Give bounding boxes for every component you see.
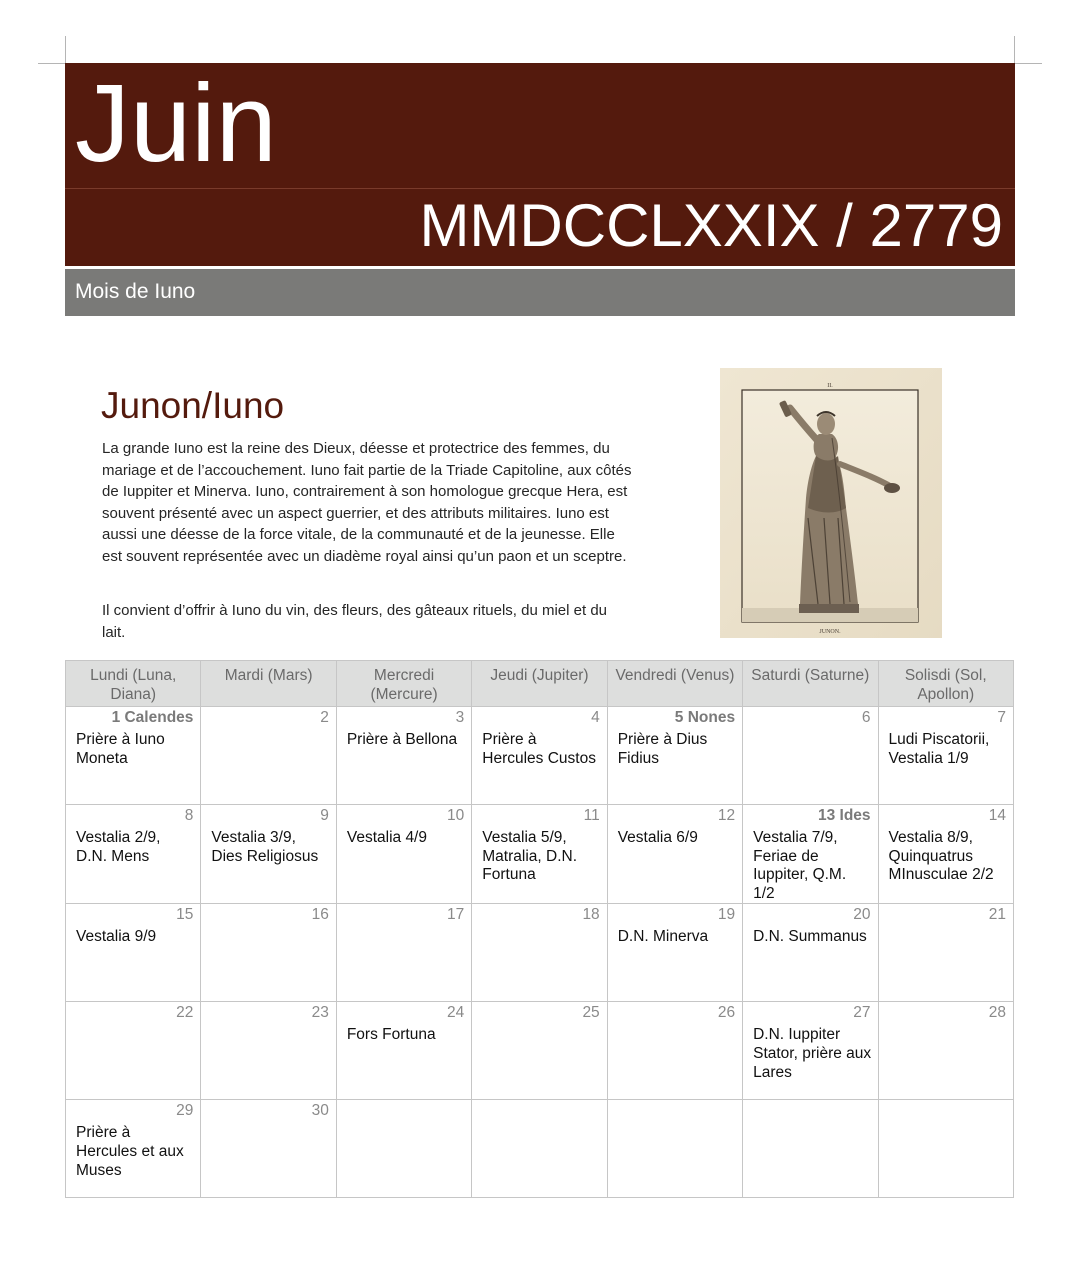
calendar-body: [66, 707, 1014, 1198]
day-event: Ludi Piscatorii, Vestalia 1/9: [888, 731, 990, 767]
day-number: 26: [717, 1004, 736, 1022]
day-event: [743, 1101, 877, 1105]
calendar-day-cell: [607, 1002, 742, 1100]
calendar-day-cell: [607, 904, 742, 1002]
day-event: [337, 924, 471, 928]
calendar-week-row: [66, 805, 1014, 904]
juno-statue-illustration: [720, 368, 942, 638]
day-event: D.N. Summanus: [753, 928, 867, 946]
day-event: [608, 1101, 742, 1105]
year-title: MMDCCLXXIX / 2779: [419, 192, 1003, 259]
day-number: 14: [988, 807, 1006, 824]
day-event: Vestalia 8/9, Quinquatrus MInusculae 2/2: [888, 829, 994, 884]
calendar-day-cell: [743, 805, 878, 904]
day-number: 8: [184, 807, 194, 824]
day-number: 30: [311, 1102, 329, 1120]
month-calendar: [65, 660, 1014, 1198]
day-number: 13 Ides: [817, 807, 871, 824]
calendar-day-cell: [472, 707, 607, 805]
crop-mark: [1014, 36, 1015, 64]
day-event: [879, 1022, 1013, 1026]
day-number: 3: [455, 709, 465, 726]
calendar-day-cell: [743, 1002, 878, 1100]
crop-mark: [38, 63, 65, 64]
weekday-header: Jeudi (Jupiter): [472, 661, 607, 707]
plate-number: II.: [827, 383, 833, 389]
day-number: 5 Nones: [674, 709, 736, 726]
juno-engraving-image: [720, 368, 942, 638]
day-number: 9: [320, 807, 329, 824]
header-divider: [65, 188, 1015, 189]
day-event: [472, 924, 606, 928]
calendar-day-cell: [878, 805, 1013, 904]
calendar-day-cell: [472, 1100, 607, 1198]
day-number: 15: [176, 906, 194, 924]
calendar-day-cell: [607, 805, 742, 904]
calendar-day-cell: [336, 1100, 471, 1198]
calendar-week-row: [66, 1100, 1014, 1198]
weekday-header: Lundi (Luna, Diana): [66, 661, 201, 707]
day-number: 24: [447, 1004, 465, 1022]
day-event: Prière à Iuno Moneta: [76, 731, 165, 767]
day-number: 27: [853, 1004, 871, 1022]
calendar-day-cell: [607, 707, 742, 805]
deity-title: Junon/Iuno: [101, 385, 285, 426]
month-title: Juin: [75, 62, 277, 185]
calendar-day-cell: [66, 904, 201, 1002]
calendar-day-cell: [878, 707, 1013, 805]
weekday-header: Vendredi (Venus): [607, 661, 742, 707]
day-event: Vestalia 9/9: [76, 928, 157, 946]
day-event: D.N. Iuppiter Stator, prière aux Lares: [753, 1026, 872, 1081]
calendar-day-cell: [472, 805, 607, 904]
calendar-day-cell: [336, 805, 471, 904]
day-number: 6: [861, 709, 871, 726]
calendar-day-cell: [743, 707, 878, 805]
day-event: [879, 1101, 1013, 1105]
calendar-day-cell: [66, 707, 201, 805]
calendar-week-row: [66, 904, 1014, 1002]
calendar-day-cell: [66, 1002, 201, 1100]
day-event: [201, 1120, 335, 1124]
calendar-day-cell: [336, 1002, 471, 1100]
day-event: Vestalia 4/9: [346, 829, 427, 846]
day-event: Vestalia 5/9, Matralia, D.N. Fortuna: [482, 829, 578, 884]
day-number: 12: [717, 807, 736, 824]
day-event: [201, 1022, 335, 1026]
month-subtitle-bar: [65, 269, 1015, 316]
calendar-day-cell: [201, 1002, 336, 1100]
calendar-day-cell: [201, 707, 336, 805]
day-event: [743, 727, 877, 731]
weekday-header: Solisdi (Sol, Apollon): [878, 661, 1013, 707]
day-number: 23: [311, 1004, 329, 1022]
day-event: Vestalia 7/9, Feriae de Iuppiter, Q.M. 1/2: [753, 829, 847, 902]
day-event: [66, 1022, 200, 1026]
calendar-day-cell: [472, 1002, 607, 1100]
weekday-header: Saturdi (Saturne): [743, 661, 878, 707]
calendar-day-cell: [201, 904, 336, 1002]
month-subtitle: Mois de Iuno: [75, 280, 196, 303]
calendar-day-cell: [878, 1100, 1013, 1198]
calendar-day-cell: [743, 1100, 878, 1198]
deity-paragraph: Il convient d’offrir à Iuno du vin, des fleurs, des gâteaux rituels, du miel et du lait.: [102, 602, 608, 641]
weekday-header: Mardi (Mars): [201, 661, 336, 707]
day-event: [472, 1101, 606, 1105]
day-number: 10: [447, 807, 465, 824]
calendar-day-cell: [66, 805, 201, 904]
crop-mark: [1015, 63, 1042, 64]
calendar-day-cell: [66, 1100, 201, 1198]
day-number: 28: [988, 1004, 1006, 1022]
calendar-day-cell: [743, 904, 878, 1002]
calendar-week-row: [66, 707, 1014, 805]
day-number: 16: [311, 906, 329, 924]
day-number: 25: [582, 1004, 600, 1022]
day-event: Prière à Bellona: [346, 731, 458, 748]
weekday-header-row: [66, 661, 1014, 707]
day-number: 7: [997, 709, 1006, 726]
day-event: [201, 924, 335, 928]
calendar-day-cell: [336, 904, 471, 1002]
day-number: 18: [582, 906, 600, 924]
calendar-day-cell: [472, 904, 607, 1002]
day-number: 17: [447, 906, 465, 924]
day-event: Fors Fortuna: [346, 1026, 436, 1044]
day-number: 21: [988, 906, 1006, 924]
day-number: 22: [176, 1004, 194, 1022]
calendar-day-cell: [201, 1100, 336, 1198]
calendar-day-cell: [878, 904, 1013, 1002]
calendar-day-cell: [336, 707, 471, 805]
day-event: Vestalia 6/9: [617, 829, 698, 846]
day-event: [337, 1101, 471, 1105]
engraving-caption: JUNON.: [819, 629, 841, 635]
day-number: 19: [717, 906, 736, 924]
day-event: Prière à Dius Fidius: [617, 731, 708, 767]
day-number: 1 Calendes: [111, 709, 194, 726]
day-event: [608, 1022, 742, 1026]
day-number: 20: [853, 906, 871, 924]
month-header: [65, 63, 1015, 266]
crop-mark: [65, 36, 66, 64]
day-event: Vestalia 3/9, Dies Religiosus: [211, 829, 319, 865]
day-event: D.N. Minerva: [617, 928, 709, 946]
day-number: 11: [583, 807, 600, 824]
day-event: Prière à Hercules et aux Muses: [76, 1124, 184, 1179]
day-event: [472, 1022, 606, 1026]
weekday-header: Mercredi (Mercure): [336, 661, 471, 707]
day-number: 4: [591, 709, 600, 726]
day-event: [879, 924, 1013, 928]
day-event: [201, 727, 335, 731]
day-event: Vestalia 2/9, D.N. Mens: [76, 829, 161, 865]
calendar-day-cell: [878, 1002, 1013, 1100]
calendar-day-cell: [607, 1100, 742, 1198]
day-number: 29: [176, 1102, 194, 1120]
deity-paragraph: La grande Iuno est la reine des Dieux, déesse et protectrice des femmes, du mariage et de l’accouchement. Iuno fait partie de la Triade Capitoline, aux côtés de Iuppiter et Minerva. Iuno, contrairement à son homologue grecque Hera, est souvent présenté avec un aspect guerrier, et des attributs militaires. Iuno est aussi une déesse de la force vitale, de la communauté et de la jeunesse. Elle est souvent représentée avec un diadème royal ainsi qu’un paon et un sceptre.: [102, 440, 632, 565]
day-event: Prière à Hercules Custos: [482, 731, 596, 767]
calendar-day-cell: [201, 805, 336, 904]
calendar-week-row: [66, 1002, 1014, 1100]
day-number: 2: [320, 709, 329, 726]
